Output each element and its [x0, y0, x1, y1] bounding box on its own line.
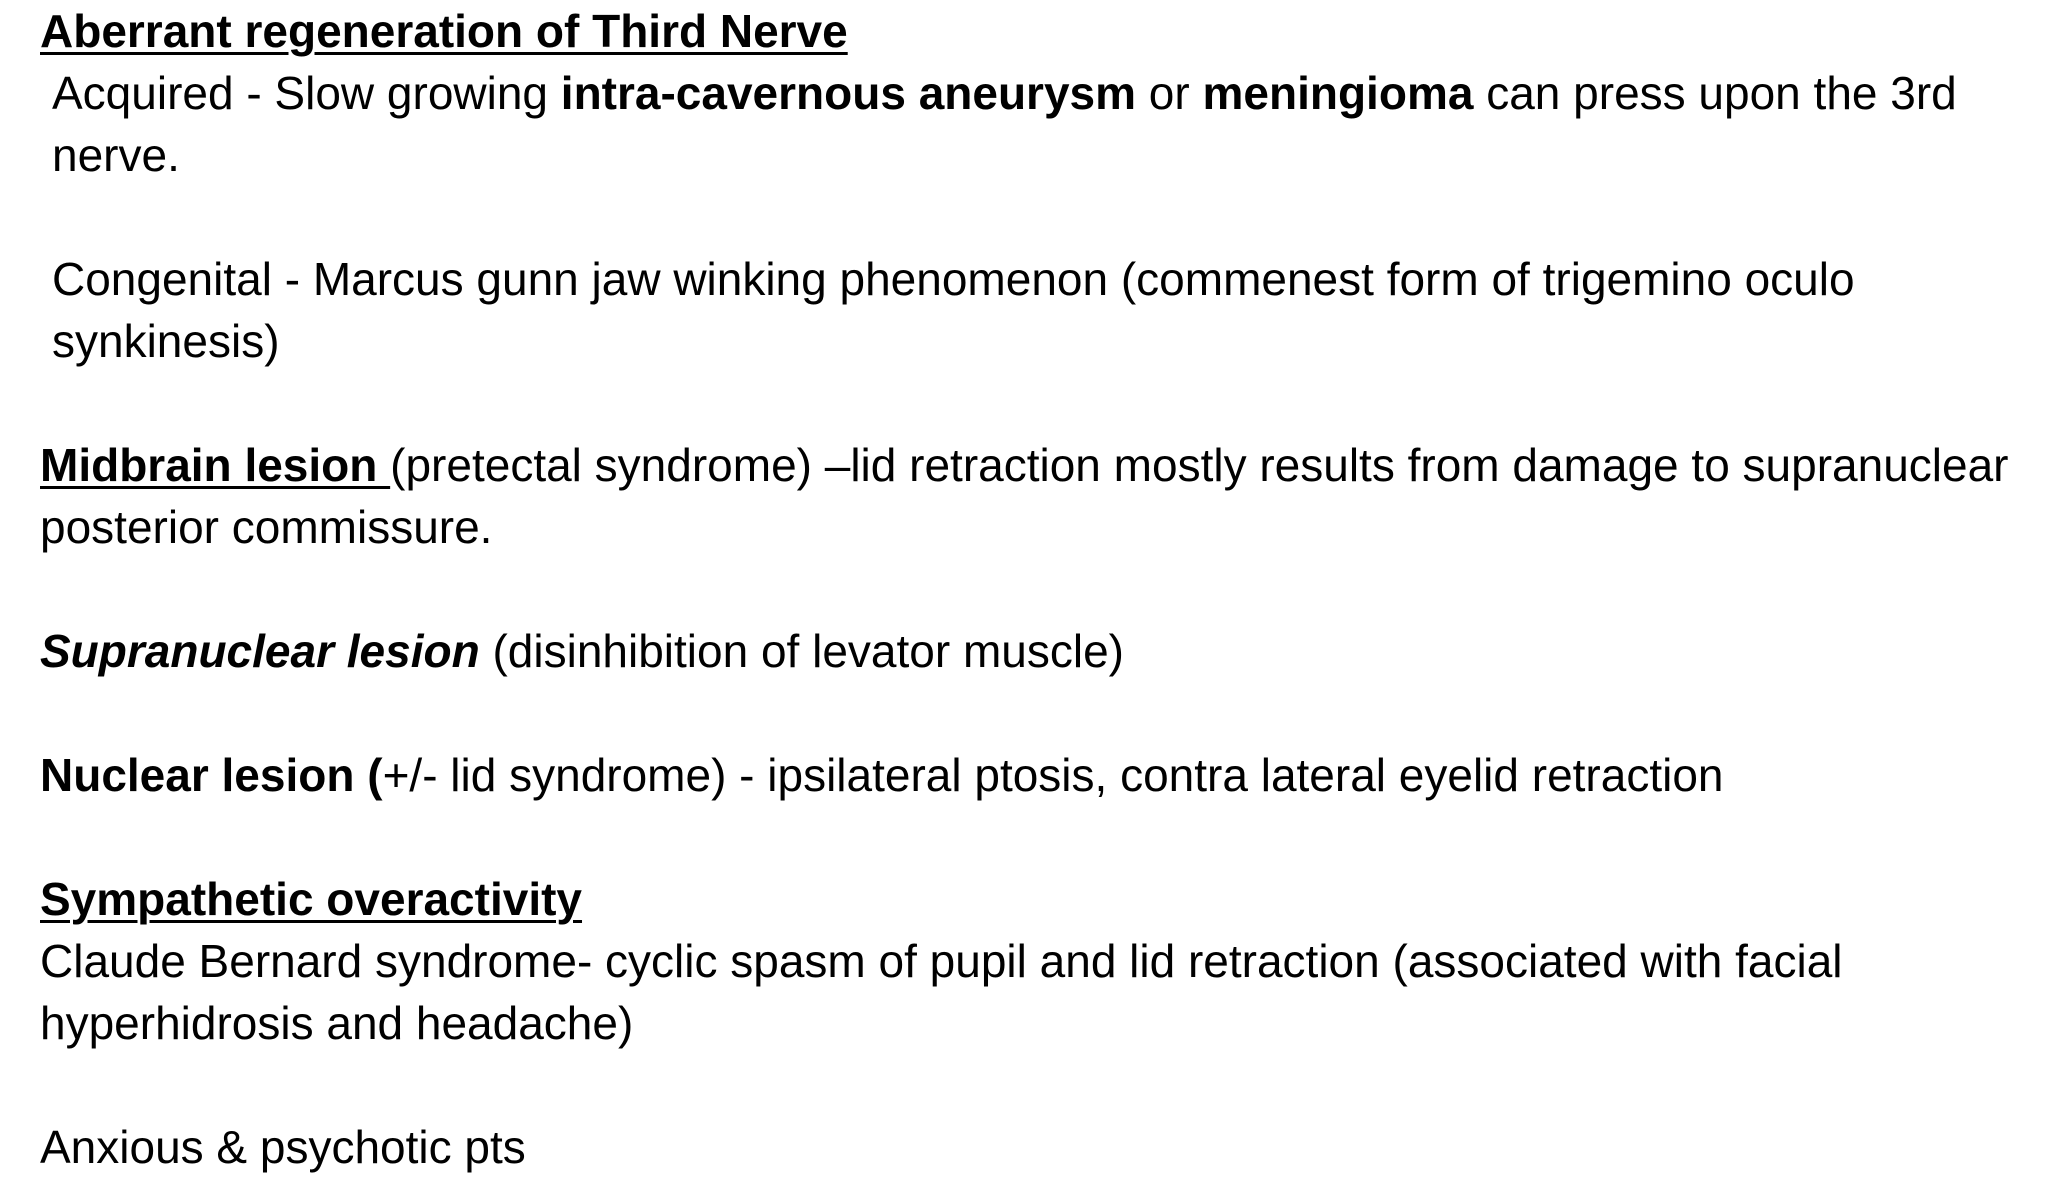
supranuclear-text: (disinhibition of levator muscle) — [479, 625, 1124, 677]
nuclear-paragraph — [40, 744, 2030, 806]
sympathetic-text: Claude Bernard syndrome- cyclic spasm of pupil and lid retraction (associated with facial hyperhidrosis and headache) — [40, 935, 1843, 1049]
heading-aberrant-regeneration — [40, 0, 2030, 62]
heading-text: Aberrant regeneration of Third Nerve — [40, 5, 848, 57]
spacer — [40, 1054, 2030, 1116]
acquired-lead: Acquired - Slow growing — [52, 67, 561, 119]
anxious-text: Anxious & psychotic pts — [40, 1121, 526, 1173]
acquired-meningioma: meningioma — [1202, 67, 1474, 119]
acquired-aneurysm: intra-cavernous aneurysm — [560, 67, 1137, 119]
acquired-paragraph — [40, 62, 2030, 186]
slide-content — [40, 0, 2030, 1178]
spacer — [40, 558, 2030, 620]
supranuclear-paragraph — [40, 620, 2030, 682]
congenital-text: Congenital - Marcus gunn jaw winking phenomenon (commenest form of trigemino oculo synkinesis) — [52, 253, 1855, 367]
sympathetic-title: Sympathetic overactivity — [40, 873, 583, 925]
midbrain-paragraph — [40, 434, 2030, 558]
nuclear-text: +/- lid syndrome) - ipsilateral ptosis, contra lateral eyelid retraction — [382, 749, 1724, 801]
midbrain-title: Midbrain lesion — [40, 439, 391, 491]
congenital-paragraph — [40, 248, 2030, 372]
spacer — [40, 372, 2030, 434]
spacer — [40, 186, 2030, 248]
anxious-paragraph — [40, 1116, 2030, 1178]
sympathetic-heading — [40, 868, 2030, 930]
acquired-tail: can press upon the 3rd nerve. — [52, 67, 1957, 181]
spacer — [40, 806, 2030, 868]
midbrain-text: (pretectal syndrome) –lid retraction mostly results from damage to supranuclear posterior commissure. — [40, 439, 2009, 553]
spacer — [40, 682, 2030, 744]
supranuclear-title: Supranuclear lesion — [40, 625, 480, 677]
sympathetic-paragraph — [40, 930, 2030, 1054]
acquired-mid: or — [1136, 67, 1203, 119]
nuclear-title: Nuclear lesion ( — [40, 749, 383, 801]
